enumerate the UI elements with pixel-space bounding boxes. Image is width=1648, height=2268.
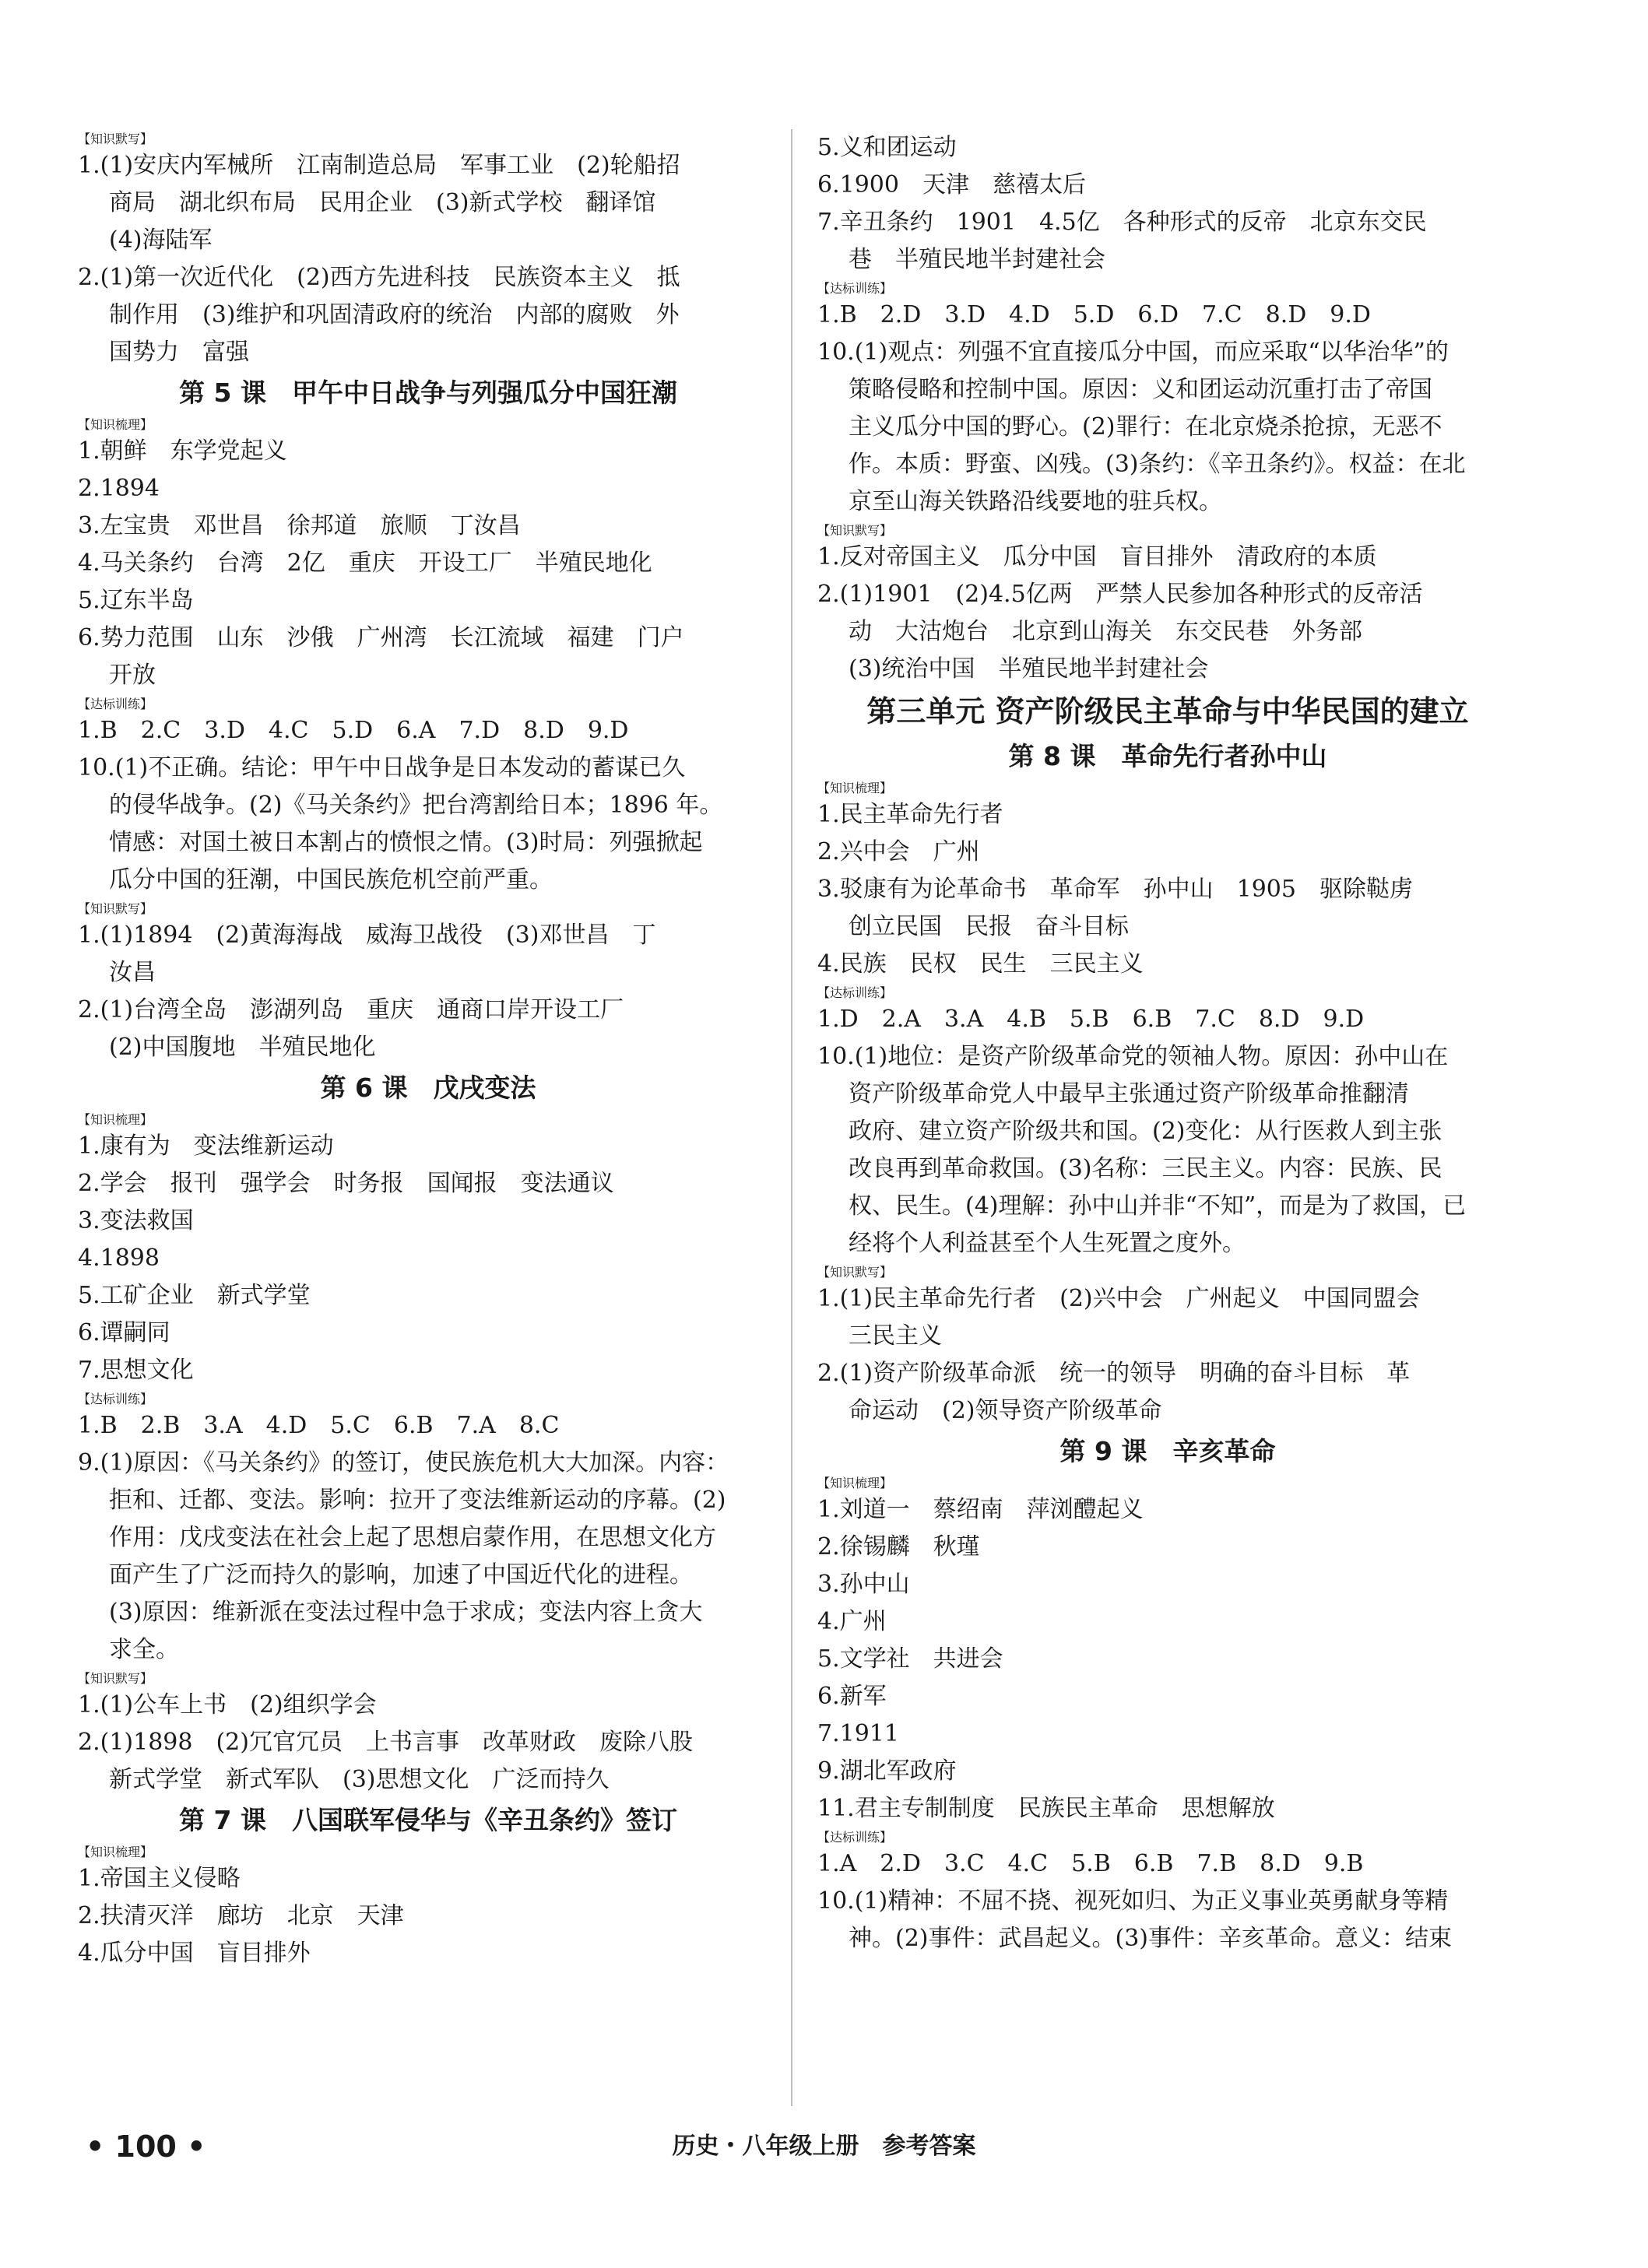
answer-line: 5.辽东半岛 bbox=[78, 587, 194, 614]
answer-line: 2.(1)1901 (2)4.5亿两 严禁人民参加各种形式的反帝活 bbox=[817, 581, 1423, 608]
lesson-title: 第 5 课 甲午中日战争与列强瓜分中国狂潮 bbox=[179, 377, 677, 408]
answer-line: 4.瓜分中国 盲目排外 bbox=[78, 1940, 311, 1967]
answer-line: 9.湖北军政府 bbox=[817, 1757, 957, 1785]
page-footer bbox=[0, 2123, 1648, 2170]
answer-line: 1.A 2.D 3.C 4.C 5.B 6.B 7.B 8.D 9.B bbox=[817, 1850, 1364, 1877]
answer-line-continued: 改良再到革命救国。(3)名称：三民主义。内容：民族、民 bbox=[849, 1155, 1442, 1182]
answer-line: 5.工矿企业 新式学堂 bbox=[78, 1282, 311, 1309]
answer-line-continued: 制作用 (3)维护和巩固清政府的统治 内部的腐败 外 bbox=[109, 301, 680, 328]
section-heading: 【知识梳理】 bbox=[78, 417, 153, 432]
answer-line: 5.义和团运动 bbox=[817, 134, 957, 161]
answer-line: 9.(1)原因：《马关条约》的签订，使民族危机大大加深。内容： bbox=[78, 1449, 729, 1476]
answer-line-continued: 命运动 (2)领导资产阶级革命 bbox=[849, 1397, 1162, 1424]
lesson-title: 第 8 课 革命先行者孙中山 bbox=[1008, 741, 1327, 771]
answer-line: 10.(1)观点：列强不宜直接瓜分中国，而应采取“以华治华”的 bbox=[817, 339, 1449, 366]
left-column bbox=[78, 129, 778, 1972]
section-heading: 【达标训练】 bbox=[817, 1830, 893, 1845]
answer-line-continued: 主义瓜分中国的野心。(2)罪行：在北京烧杀抢掠，无恶不 bbox=[849, 413, 1442, 441]
section-heading: 【达标训练】 bbox=[78, 697, 153, 711]
answer-line-continued: 汝昌 bbox=[109, 959, 156, 986]
answer-line: 2.兴中会 广州 bbox=[817, 838, 980, 865]
answer-line: 2.1894 bbox=[78, 475, 160, 502]
unit-title: 第三单元 资产阶级民主革命与中华民国的建立 bbox=[866, 694, 1469, 728]
section-heading: 【达标训练】 bbox=[78, 1392, 153, 1406]
answer-line-continued: 拒和、迁都、变法。影响：拉开了变法维新运动的序幕。(2) bbox=[109, 1487, 726, 1514]
answer-line: 7.1911 bbox=[817, 1720, 899, 1747]
answer-line-continued: 巷 半殖民地半封建社会 bbox=[849, 246, 1105, 273]
answer-line: 4.马关条约 台湾 2亿 重庆 开设工厂 半殖民地化 bbox=[78, 549, 652, 577]
lesson-title: 第 9 课 辛亥革命 bbox=[1059, 1436, 1276, 1466]
answer-line: 6.1900 天津 慈禧太后 bbox=[817, 171, 1086, 198]
answer-line: 4.广州 bbox=[817, 1608, 887, 1635]
answer-line: 3.驳康有为论革命书 革命军 孙中山 1905 驱除鞑虏 bbox=[817, 876, 1413, 903]
answer-line-continued: 政府、建立资产阶级共和国。(2)变化：从行医救人到主张 bbox=[849, 1118, 1442, 1145]
answer-line: 1.D 2.A 3.A 4.B 5.B 6.B 7.C 8.D 9.D bbox=[817, 1006, 1365, 1033]
answer-line: 7.思想文化 bbox=[78, 1357, 194, 1384]
page-number: • 100 • bbox=[86, 2129, 206, 2164]
answer-line: 1.B 2.C 3.D 4.C 5.D 6.A 7.D 8.D 9.D bbox=[78, 717, 629, 744]
section-heading: 【达标训练】 bbox=[817, 985, 893, 1000]
section-heading: 【知识默写】 bbox=[78, 132, 153, 146]
answer-line: 2.扶清灭洋 廊坊 北京 天津 bbox=[78, 1902, 404, 1929]
answer-line-continued: 新式学堂 新式军队 (3)思想文化 广泛而持久 bbox=[109, 1766, 610, 1793]
answer-line: 11.君主专制制度 民族民主革命 思想解放 bbox=[817, 1795, 1275, 1822]
answer-line: 3.左宝贵 邓世昌 徐邦道 旅顺 丁汝昌 bbox=[78, 512, 521, 539]
answer-line: 5.文学社 共进会 bbox=[817, 1645, 1003, 1673]
answer-line: 6.谭嗣同 bbox=[78, 1319, 170, 1346]
section-heading: 【知识默写】 bbox=[78, 901, 153, 916]
section-heading: 【知识梳理】 bbox=[817, 1476, 893, 1490]
answer-line-continued: 求全。 bbox=[109, 1636, 179, 1663]
answer-line-continued: (2)中国腹地 半殖民地化 bbox=[109, 1034, 376, 1061]
answer-line: 4.民族 民权 民生 三民主义 bbox=[817, 950, 1144, 978]
answer-line: 3.变法救国 bbox=[78, 1207, 194, 1234]
answer-line: 7.辛丑条约 1901 4.5亿 各种形式的反帝 北京东交民 bbox=[817, 209, 1427, 236]
answer-line-continued: 开放 bbox=[109, 662, 156, 689]
section-heading: 【知识梳理】 bbox=[78, 1845, 153, 1859]
answer-line: 2.(1)台湾全岛 澎湖列岛 重庆 通商口岸开设工厂 bbox=[78, 996, 624, 1023]
answer-line: 1.(1)公车上书 (2)组织学会 bbox=[78, 1691, 377, 1719]
answer-line-continued: 三民主义 bbox=[849, 1322, 942, 1350]
answer-line-continued: 情感：对国土被日本割占的愤恨之情。(3)时局：列强掀起 bbox=[109, 829, 703, 856]
answer-line: 1.(1)民主革命先行者 (2)兴中会 广州起义 中国同盟会 bbox=[817, 1285, 1420, 1312]
answer-line: 1.民主革命先行者 bbox=[817, 801, 1003, 828]
answer-line: 6.势力范围 山东 沙俄 广州湾 长江流域 福建 门户 bbox=[78, 624, 684, 651]
answer-line-continued: (4)海陆军 bbox=[109, 226, 213, 254]
answer-line: 2.(1)第一次近代化 (2)西方先进科技 民族资本主义 抵 bbox=[78, 264, 680, 291]
section-heading: 【知识梳理】 bbox=[817, 781, 893, 795]
answer-line: 4.1898 bbox=[78, 1245, 160, 1272]
section-heading: 【知识默写】 bbox=[78, 1671, 153, 1686]
answer-line-continued: 商局 湖北织布局 民用企业 (3)新式学校 翻译馆 bbox=[109, 189, 656, 216]
answer-line: 2.(1)1898 (2)冗官冗员 上书言事 改革财政 废除八股 bbox=[78, 1729, 693, 1756]
answer-line-continued: 国势力 富强 bbox=[109, 339, 249, 366]
answer-line-continued: 资产阶级革命党人中最早主张通过资产阶级革命推翻清 bbox=[849, 1080, 1409, 1108]
answer-line-continued: 的侵华战争。(2)《马关条约》把台湾割给日本；1896 年。 bbox=[109, 792, 723, 819]
answer-line: 1.刘道一 蔡绍南 萍浏醴起义 bbox=[817, 1496, 1144, 1523]
section-heading: 【知识默写】 bbox=[817, 523, 893, 538]
answer-line-continued: 经将个人利益甚至个人生死置之度外。 bbox=[849, 1230, 1246, 1257]
section-heading: 【知识默写】 bbox=[817, 1265, 893, 1280]
answer-line-continued: 神。(2)事件：武昌起义。(3)事件：辛亥革命。意义：结束 bbox=[849, 1925, 1452, 1952]
answer-line: 2.学会 报刊 强学会 时务报 国闻报 变法通议 bbox=[78, 1170, 614, 1197]
answer-line-continued: 作。本质：野蛮、凶残。(3)条约：《辛丑条约》。权益：在北 bbox=[849, 451, 1466, 478]
section-heading: 【达标训练】 bbox=[817, 281, 893, 296]
right-column bbox=[817, 129, 1518, 1957]
answer-line: 2.(1)资产阶级革命派 统一的领导 明确的奋斗目标 革 bbox=[817, 1360, 1411, 1387]
answer-line: 1.康有为 变法维新运动 bbox=[78, 1132, 334, 1160]
lesson-title: 第 7 课 八国联军侵华与《辛丑条约》签订 bbox=[179, 1805, 677, 1835]
answer-line-continued: (3)原因：维新派在变法过程中急于求成；变法内容上贪大 bbox=[109, 1599, 703, 1626]
answer-line: 1.(1)1894 (2)黄海海战 威海卫战役 (3)邓世昌 丁 bbox=[78, 922, 656, 949]
answer-line: 1.反对帝国主义 瓜分中国 盲目排外 清政府的本质 bbox=[817, 543, 1377, 571]
answer-line-continued: 瓜分中国的狂潮，中国民族危机空前严重。 bbox=[109, 866, 553, 894]
answer-line: 6.新军 bbox=[817, 1683, 887, 1710]
answer-line: 1.朝鲜 东学党起义 bbox=[78, 437, 287, 465]
answer-line-continued: 权、民生。(4)理解：孙中山并非“不知”，而是为了救国，已 bbox=[849, 1192, 1467, 1220]
answer-line: 1.B 2.B 3.A 4.D 5.C 6.B 7.A 8.C bbox=[78, 1412, 560, 1439]
answer-line: 10.(1)不正确。结论：甲午中日战争是日本发动的蓄谋已久 bbox=[78, 754, 686, 781]
answer-line-continued: (3)统治中国 半殖民地半封建社会 bbox=[849, 655, 1209, 683]
footer-title: 历史・八年级上册 参考答案 bbox=[672, 2133, 976, 2160]
answer-line: 1.(1)安庆内军械所 江南制造总局 军事工业 (2)轮船招 bbox=[78, 152, 680, 179]
answer-line: 3.孙中山 bbox=[817, 1571, 910, 1598]
answer-line-continued: 作用：戊戌变法在社会上起了思想启蒙作用，在思想文化方 bbox=[109, 1524, 716, 1551]
answer-line-continued: 京至山海关铁路沿线要地的驻兵权。 bbox=[849, 488, 1222, 515]
answer-line: 2.徐锡麟 秋瑾 bbox=[817, 1533, 980, 1561]
answer-line: 10.(1)地位：是资产阶级革命党的领袖人物。原因：孙中山在 bbox=[817, 1043, 1449, 1070]
answer-line-continued: 创立民国 民报 奋斗目标 bbox=[849, 913, 1129, 940]
answer-line: 1.帝国主义侵略 bbox=[78, 1865, 241, 1892]
section-heading: 【知识梳理】 bbox=[78, 1112, 153, 1127]
lesson-title: 第 6 课 戊戌变法 bbox=[320, 1073, 536, 1103]
answer-line-continued: 动 大沽炮台 北京到山海关 东交民巷 外务部 bbox=[849, 618, 1362, 645]
column-divider bbox=[791, 129, 792, 2106]
answer-line: 10.(1)精神：不屈不挠、视死如归、为正义事业英勇献身等精 bbox=[817, 1887, 1449, 1915]
answer-line: 1.B 2.D 3.D 4.D 5.D 6.D 7.C 8.D 9.D bbox=[817, 301, 1371, 328]
answer-line-continued: 面产生了广泛而持久的影响，加速了中国近代化的进程。 bbox=[109, 1561, 693, 1589]
answer-line-continued: 策略侵略和控制中国。原因：义和团运动沉重打击了帝国 bbox=[849, 376, 1432, 403]
